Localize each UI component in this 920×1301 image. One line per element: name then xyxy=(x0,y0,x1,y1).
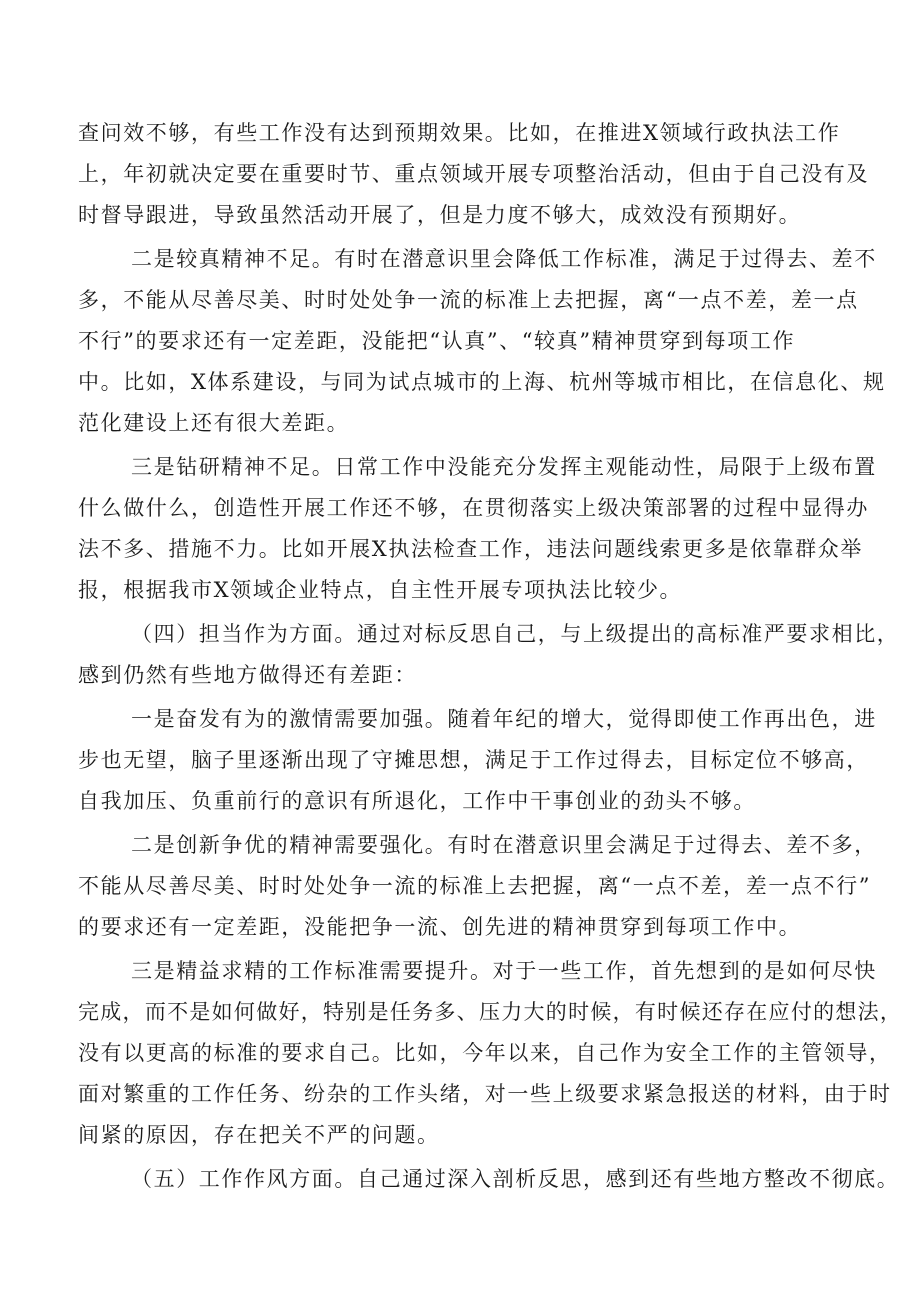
text-line: 范化建设上还有很大差距。 xyxy=(78,411,350,435)
text-line: 法不多、措施不力。比如开展X执法检查工作，违法问题线索更多是依靠群众举 xyxy=(78,537,863,561)
paragraph-start-line: 二是创新争优的精神需要强化。有时在潜意识里会满足于过得去、差不多， xyxy=(131,833,877,857)
text-line: 间紧的原因，存在把关不严的问题。 xyxy=(78,1123,440,1147)
text-line: 步也无望，脑子里逐渐出现了守摊思想，满足于工作过得去，目标定位不够高， xyxy=(78,748,869,772)
text-line: 什么做什么，创造性开展工作还不够，在贯彻落实上级决策部署的过程中显得办 xyxy=(78,496,869,520)
paragraph-start-line: 二是较真精神不足。有时在潜意识里会降低工作标准，满足于过得去、差不 xyxy=(131,247,877,271)
section-heading-line: （五）工作作风方面。自己通过深入剖析反思，感到还有些地方整改不彻底。 xyxy=(131,1167,900,1191)
text-line: 中。比如，X体系建设，与同为试点城市的上海、杭州等城市相比，在信息化、规 xyxy=(78,370,886,394)
text-line: 的要求还有一定差距，没能把争一流、创先进的精神贯穿到每项工作中。 xyxy=(78,915,802,939)
text-line: 上，年初就决定要在重要时节、重点领域开展专项整治活动，但由于自己没有及 xyxy=(78,162,869,186)
paragraph-start-line: 三是钻研精神不足。日常工作中没能充分发挥主观能动性，局限于上级布置 xyxy=(131,455,877,479)
text-line: 自我加压、负重前行的意识有所退化，工作中干事创业的劲头不够。 xyxy=(78,789,756,813)
text-line: 查问效不够，有些工作没有达到预期效果。比如，在推进X领域行政执法工作 xyxy=(78,121,841,145)
text-line: 面对繁重的工作任务、纷杂的工作头绪，对一些上级要求紧急报送的材料，由于时 xyxy=(78,1082,892,1106)
text-line: 没有以更高的标准的要求自己。比如，今年以来，自己作为安全工作的主管领导， xyxy=(78,1041,892,1065)
text-line: 不行”的要求还有一定差距，没能把“认真”、“较真”精神贯穿到每项工作 xyxy=(78,329,796,353)
text-line: 时督导跟进，导致虽然活动开展了，但是力度不够大，成效没有预期好。 xyxy=(78,203,802,227)
text-line: 报，根据我市X领域企业特点，自主性开展专项执法比较少。 xyxy=(78,578,683,602)
text-line: 多，不能从尽善尽美、时时处处争一流的标准上去把握，离“一点不差，差一点 xyxy=(78,288,859,312)
text-line: 完成，而不是如何做好，特别是任务多、压力大的时候，有时候还存在应付的想法， xyxy=(78,1000,903,1024)
paragraph-start-line: 三是精益求精的工作标准需要提升。对于一些工作，首先想到的是如何尽快 xyxy=(131,959,877,983)
section-heading-line: （四）担当作为方面。通过对标反思自己，与上级提出的高标准严要求相比， xyxy=(131,622,900,646)
text-line: 感到仍然有些地方做得还有差距： xyxy=(78,663,417,687)
text-line: 不能从尽善尽美、时时处处争一流的标准上去把握，离“一点不差，差一点不行” xyxy=(78,874,872,898)
paragraph-start-line: 一是奋发有为的激情需要加强。随着年纪的增大，觉得即使工作再出色，进 xyxy=(131,707,877,731)
